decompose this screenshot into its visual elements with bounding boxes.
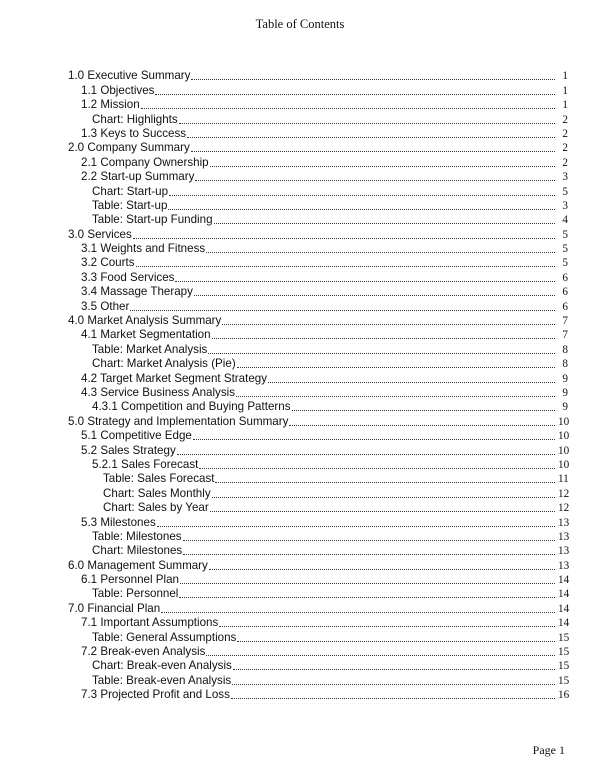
toc-entry[interactable] bbox=[68, 357, 568, 371]
toc-entry[interactable] bbox=[68, 659, 568, 673]
toc-entry[interactable] bbox=[68, 587, 568, 601]
toc-leader-dots bbox=[215, 482, 555, 483]
page-title: Table of Contents bbox=[255, 17, 345, 31]
toc-entry-page-number: 6 bbox=[562, 286, 568, 299]
toc-leader-dots bbox=[233, 669, 555, 670]
toc-leader-dots bbox=[206, 655, 555, 656]
toc-entry[interactable] bbox=[68, 299, 568, 313]
toc-leader-dots bbox=[133, 238, 555, 239]
toc-entry[interactable] bbox=[68, 328, 568, 342]
page-number-footer: Page 1 bbox=[532, 743, 565, 757]
toc-leader-dots bbox=[214, 223, 555, 224]
toc-entry-page-number: 10 bbox=[558, 444, 570, 457]
toc-leader-dots bbox=[210, 166, 555, 167]
toc-entry-label: 4.1 Market Segmentation bbox=[81, 328, 211, 342]
table-of-contents bbox=[68, 69, 568, 702]
toc-entry-page-number: 13 bbox=[558, 559, 570, 572]
toc-entry-label: 3.3 Food Services bbox=[81, 270, 175, 284]
toc-entry-page-number: 3 bbox=[562, 171, 568, 184]
toc-entry[interactable] bbox=[68, 314, 568, 328]
toc-entry-label: 3.1 Weights and Fitness bbox=[81, 242, 206, 256]
toc-entry-label: 1.2 Mission bbox=[81, 98, 140, 112]
toc-entry-page-number: 15 bbox=[558, 674, 570, 687]
toc-entry[interactable] bbox=[68, 386, 568, 400]
toc-leader-dots bbox=[191, 151, 555, 152]
toc-leader-dots bbox=[199, 468, 555, 469]
toc-entry[interactable] bbox=[68, 141, 568, 155]
toc-leader-dots bbox=[175, 281, 555, 282]
toc-leader-dots bbox=[179, 597, 555, 598]
toc-entry-page-number: 9 bbox=[562, 372, 568, 385]
toc-entry[interactable] bbox=[68, 515, 568, 529]
toc-entry-label: 3.0 Services bbox=[68, 227, 132, 241]
toc-entry-page-number: 16 bbox=[558, 689, 570, 702]
toc-leader-dots bbox=[168, 209, 555, 210]
toc-leader-dots bbox=[210, 511, 555, 512]
toc-entry-page-number: 14 bbox=[558, 588, 570, 601]
toc-entry-page-number: 6 bbox=[562, 300, 568, 313]
toc-leader-dots bbox=[187, 137, 555, 138]
toc-entry[interactable] bbox=[68, 400, 568, 414]
toc-entry-label: 2.1 Company Ownership bbox=[81, 155, 209, 169]
toc-entry-label: Table: Milestones bbox=[92, 529, 182, 543]
toc-entry-label: Table: Personnel bbox=[92, 587, 179, 601]
toc-entry[interactable] bbox=[68, 256, 568, 270]
toc-entry-page-number: 5 bbox=[562, 243, 568, 256]
toc-entry[interactable] bbox=[68, 645, 568, 659]
toc-entry-label: 7.2 Break-even Analysis bbox=[81, 645, 206, 659]
toc-leader-dots bbox=[130, 310, 555, 311]
toc-entry-label: Chart: Milestones bbox=[92, 544, 183, 558]
toc-entry-label: 4.2 Target Market Segment Strategy bbox=[81, 371, 268, 385]
toc-entry[interactable] bbox=[68, 112, 568, 126]
toc-leader-dots bbox=[183, 554, 555, 555]
toc-entry-label: 2.2 Start-up Summary bbox=[81, 170, 195, 184]
toc-entry-page-number: 7 bbox=[562, 329, 568, 342]
toc-entry[interactable] bbox=[68, 486, 568, 500]
toc-entry-label: 5.2 Sales Strategy bbox=[81, 443, 176, 457]
toc-entry[interactable] bbox=[68, 184, 568, 198]
toc-leader-dots bbox=[237, 641, 555, 642]
toc-entry-page-number: 5 bbox=[562, 257, 568, 270]
toc-entry[interactable] bbox=[68, 630, 568, 644]
toc-entry-label: 1.0 Executive Summary bbox=[68, 69, 191, 83]
toc-entry-label: 3.4 Massage Therapy bbox=[81, 285, 193, 299]
toc-entry-page-number: 13 bbox=[558, 545, 570, 558]
toc-entry-label: Table: Start-up bbox=[92, 198, 168, 212]
toc-entry[interactable] bbox=[68, 98, 568, 112]
toc-entry-label: Chart: Break-even Analysis bbox=[92, 659, 232, 673]
toc-entry-page-number: 15 bbox=[558, 631, 570, 644]
toc-entry-page-number: 2 bbox=[562, 113, 568, 126]
toc-entry-page-number: 1 bbox=[562, 84, 568, 97]
toc-entry[interactable] bbox=[68, 127, 568, 141]
toc-leader-dots bbox=[209, 569, 555, 570]
toc-entry-page-number: 12 bbox=[558, 487, 570, 500]
toc-leader-dots bbox=[136, 266, 556, 267]
toc-entry-page-number: 14 bbox=[558, 617, 570, 630]
toc-entry[interactable] bbox=[68, 213, 568, 227]
toc-leader-dots bbox=[183, 540, 555, 541]
toc-entry-label: Table: Break-even Analysis bbox=[92, 673, 232, 687]
toc-leader-dots bbox=[157, 526, 555, 527]
toc-leader-dots bbox=[195, 180, 555, 181]
toc-entry[interactable] bbox=[68, 673, 568, 687]
toc-leader-dots bbox=[212, 338, 555, 339]
toc-entry-page-number: 2 bbox=[562, 127, 568, 140]
toc-entry-page-number: 1 bbox=[562, 70, 568, 83]
toc-entry-page-number: 9 bbox=[562, 386, 568, 399]
toc-entry-page-number: 4 bbox=[562, 214, 568, 227]
toc-entry[interactable] bbox=[68, 83, 568, 97]
toc-entry[interactable] bbox=[68, 601, 568, 615]
toc-entry[interactable] bbox=[68, 472, 568, 486]
toc-entry[interactable] bbox=[68, 270, 568, 284]
toc-entry-label: 5.3 Milestones bbox=[81, 515, 156, 529]
toc-leader-dots bbox=[208, 353, 555, 354]
toc-entry-page-number: 5 bbox=[562, 228, 568, 241]
toc-entry-label: 2.0 Company Summary bbox=[68, 141, 190, 155]
toc-entry-page-number: 11 bbox=[558, 473, 569, 486]
toc-entry-label: Chart: Market Analysis (Pie) bbox=[92, 357, 236, 371]
toc-entry[interactable] bbox=[68, 342, 568, 356]
toc-entry-page-number: 5 bbox=[562, 185, 568, 198]
toc-entry-label: 4.3.1 Competition and Buying Patterns bbox=[92, 400, 291, 414]
toc-entry-page-number: 1 bbox=[562, 99, 568, 112]
toc-leader-dots bbox=[155, 94, 555, 95]
toc-leader-dots bbox=[232, 684, 555, 685]
toc-leader-dots bbox=[193, 439, 555, 440]
toc-entry-label: Chart: Sales Monthly bbox=[103, 486, 211, 500]
toc-entry-page-number: 8 bbox=[562, 343, 568, 356]
toc-leader-dots bbox=[289, 425, 555, 426]
toc-leader-dots bbox=[177, 454, 555, 455]
toc-entry[interactable] bbox=[68, 242, 568, 256]
toc-entry[interactable] bbox=[68, 155, 568, 169]
toc-entry-page-number: 2 bbox=[562, 156, 568, 169]
toc-entry-label: 3.5 Other bbox=[81, 299, 130, 313]
toc-entry[interactable] bbox=[68, 227, 568, 241]
toc-leader-dots bbox=[191, 79, 555, 80]
toc-entry-page-number: 14 bbox=[558, 602, 570, 615]
toc-entry-label: 1.1 Objectives bbox=[81, 83, 155, 97]
toc-entry-label: Table: Start-up Funding bbox=[92, 213, 213, 227]
toc-leader-dots bbox=[237, 367, 555, 368]
toc-entry-label: 4.3 Service Business Analysis bbox=[81, 385, 236, 399]
toc-entry-label: Table: Sales Forecast bbox=[103, 472, 215, 486]
toc-entry-label: Table: Market Analysis bbox=[92, 342, 208, 356]
toc-entry[interactable] bbox=[68, 285, 568, 299]
toc-leader-dots bbox=[194, 295, 555, 296]
toc-leader-dots bbox=[179, 123, 555, 124]
toc-entry[interactable] bbox=[68, 616, 568, 630]
toc-entry-label: 5.2.1 Sales Forecast bbox=[92, 457, 199, 471]
toc-entry[interactable] bbox=[68, 443, 568, 457]
toc-entry[interactable] bbox=[68, 501, 568, 515]
toc-entry-page-number: 8 bbox=[562, 358, 568, 371]
toc-entry[interactable] bbox=[68, 573, 568, 587]
toc-entry-page-number: 12 bbox=[558, 502, 570, 515]
toc-leader-dots bbox=[206, 252, 555, 253]
toc-entry[interactable] bbox=[68, 199, 568, 213]
toc-entry-label: 5.0 Strategy and Implementation Summary bbox=[68, 414, 289, 428]
toc-entry-label: 1.3 Keys to Success bbox=[81, 126, 187, 140]
toc-entry-label: 3.2 Courts bbox=[81, 256, 135, 270]
toc-leader-dots bbox=[222, 324, 555, 325]
toc-leader-dots bbox=[219, 626, 555, 627]
toc-entry-page-number: 3 bbox=[562, 199, 568, 212]
toc-entry[interactable] bbox=[68, 458, 568, 472]
toc-entry-page-number: 15 bbox=[558, 646, 570, 659]
toc-entry-label: 5.1 Competitive Edge bbox=[81, 429, 192, 443]
toc-entry[interactable] bbox=[68, 530, 568, 544]
toc-leader-dots bbox=[212, 497, 555, 498]
toc-entry-label: 6.0 Management Summary bbox=[68, 558, 208, 572]
toc-entry[interactable] bbox=[68, 170, 568, 184]
toc-entry[interactable] bbox=[68, 371, 568, 385]
toc-leader-dots bbox=[169, 195, 555, 196]
toc-entry-page-number: 2 bbox=[562, 142, 568, 155]
toc-entry-label: 7.0 Financial Plan bbox=[68, 601, 161, 615]
toc-entry[interactable] bbox=[68, 558, 568, 572]
toc-entry-page-number: 9 bbox=[562, 401, 568, 414]
toc-leader-dots bbox=[161, 612, 555, 613]
toc-entry-label: 4.0 Market Analysis Summary bbox=[68, 314, 222, 328]
toc-leader-dots bbox=[292, 410, 555, 411]
toc-entry-label: 7.1 Important Assumptions bbox=[81, 616, 219, 630]
toc-leader-dots bbox=[141, 108, 555, 109]
toc-entry-page-number: 15 bbox=[558, 660, 570, 673]
toc-entry-page-number: 10 bbox=[558, 415, 570, 428]
toc-entry-label: Chart: Start-up bbox=[92, 184, 169, 198]
toc-entry-label: Table: General Assumptions bbox=[92, 630, 237, 644]
toc-leader-dots bbox=[236, 396, 555, 397]
toc-entry[interactable] bbox=[68, 544, 568, 558]
toc-entry-page-number: 14 bbox=[558, 574, 570, 587]
toc-entry-label: 6.1 Personnel Plan bbox=[81, 573, 179, 587]
toc-leader-dots bbox=[231, 698, 555, 699]
toc-entry-label: Chart: Sales by Year bbox=[103, 501, 209, 515]
toc-entry-label: 7.3 Projected Profit and Loss bbox=[81, 688, 230, 702]
toc-entry[interactable] bbox=[68, 69, 568, 83]
toc-entry-page-number: 10 bbox=[558, 458, 570, 471]
toc-entry-label: Chart: Highlights bbox=[92, 112, 178, 126]
toc-leader-dots bbox=[180, 583, 555, 584]
toc-entry[interactable] bbox=[68, 414, 568, 428]
toc-entry-page-number: 7 bbox=[562, 315, 568, 328]
toc-entry-page-number: 6 bbox=[562, 271, 568, 284]
toc-entry[interactable] bbox=[68, 429, 568, 443]
toc-leader-dots bbox=[268, 382, 555, 383]
toc-entry-page-number: 10 bbox=[558, 430, 570, 443]
toc-entry-page-number: 13 bbox=[558, 516, 570, 529]
toc-entry[interactable] bbox=[68, 688, 568, 702]
toc-entry-page-number: 13 bbox=[558, 530, 570, 543]
